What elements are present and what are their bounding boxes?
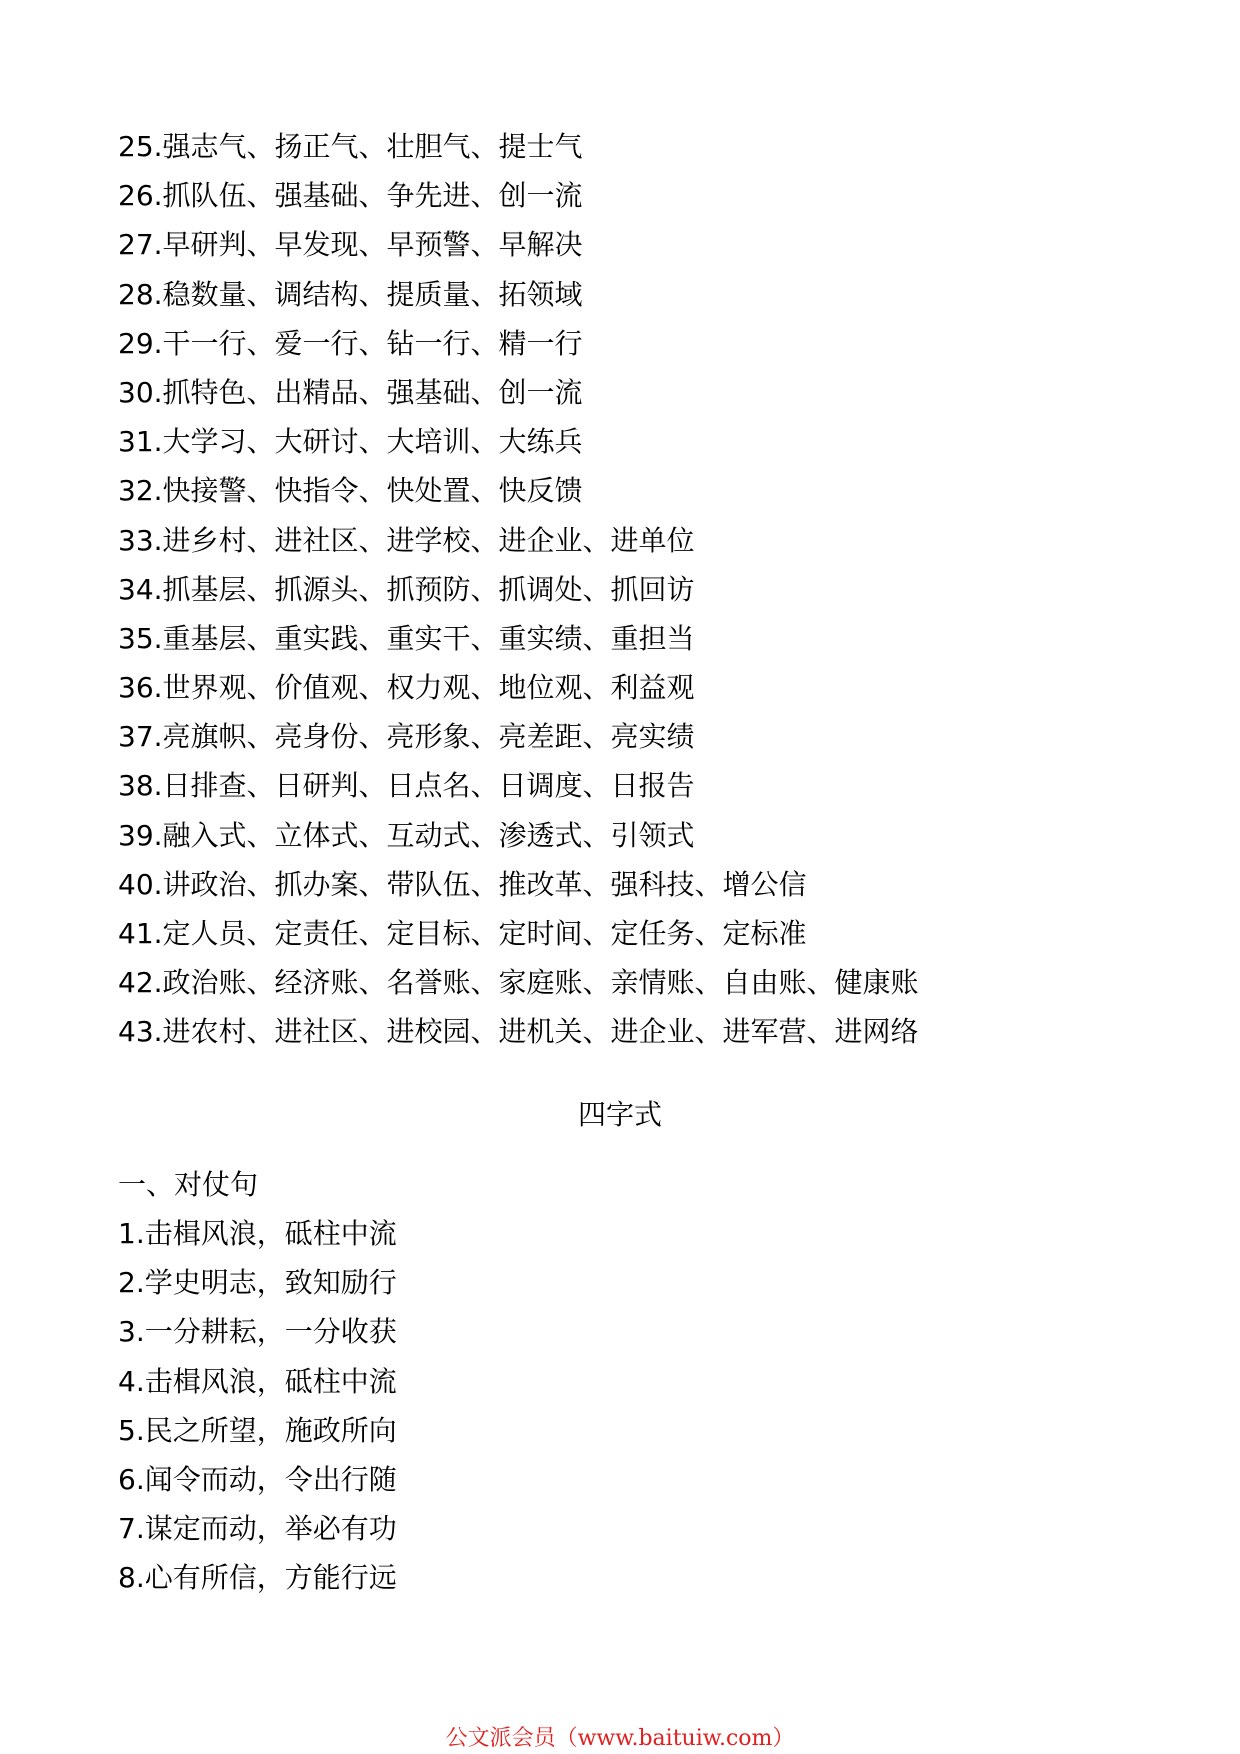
list-item: 36.世界观、价值观、权力观、地位观、利益观: [118, 671, 695, 705]
list-item: 31.大学习、大研讨、大培训、大练兵: [118, 425, 583, 459]
list-item: 2.学史明志，致知励行: [118, 1266, 397, 1300]
list-item: 39.融入式、立体式、互动式、渗透式、引领式: [118, 818, 695, 852]
list-item: 1.击楫风浪，砥柱中流: [118, 1217, 397, 1250]
list-item: 33.进乡村、进社区、进学校、进企业、进单位: [118, 523, 695, 557]
list-item: 29.干一行、爱一行、钻一行、精一行: [118, 326, 583, 360]
list-item: 7.谋定而动，举必有功: [118, 1512, 397, 1546]
list-item: 28.稳数量、调结构、提质量、拓领域: [118, 277, 583, 311]
list-item: 3.一分耕耘，一分收获: [118, 1315, 397, 1349]
list-item: 43.进农村、进社区、进校园、进机关、进企业、进军营、进网络: [118, 1015, 919, 1049]
list-item: 41.定人员、定责任、定目标、定时间、定任务、定标准: [118, 917, 807, 950]
list-item: 25.强志气、扬正气、壮胆气、提士气: [118, 130, 583, 163]
phrase-list-four-char: [118, 1209, 397, 1603]
subheading: 一、对仗句: [118, 1168, 259, 1201]
list-item: 34.抓基层、抓源头、抓预防、抓调处、抓回访: [118, 572, 695, 606]
list-item: 40.讲政治、抓办案、带队伍、推改革、强科技、增公信: [118, 867, 807, 901]
list-item: 37.亮旗帜、亮身份、亮形象、亮差距、亮实绩: [118, 720, 695, 754]
list-item: 27.早研判、早发现、早预警、早解决: [118, 228, 583, 262]
list-item: 8.心有所信，方能行远: [118, 1561, 397, 1595]
list-item: 6.闻令而动，令出行随: [118, 1462, 397, 1496]
list-item: 35.重基层、重实践、重实干、重实绩、重担当: [118, 621, 695, 655]
section-title: 四字式: [577, 1098, 662, 1131]
list-item: 30.抓特色、出精品、强基础、创一流: [118, 375, 583, 409]
list-item: 38.日排查、日研判、日点名、日调度、日报告: [118, 769, 695, 803]
list-item: 5.民之所望，施政所向: [118, 1413, 397, 1447]
list-item: 4.击楫风浪，砥柱中流: [118, 1364, 397, 1398]
list-item: 26.抓队伍、强基础、争先进、创一流: [118, 179, 583, 213]
watermark-footer: 公文派会员（www.baituiw.com）: [445, 1726, 795, 1751]
list-item: 42.政治账、经济账、名誉账、家庭账、亲情账、自由账、健康账: [118, 966, 919, 1000]
list-item: 32.快接警、快指令、快处置、快反馈: [118, 474, 583, 508]
phrase-list-three-char: [118, 122, 919, 1057]
